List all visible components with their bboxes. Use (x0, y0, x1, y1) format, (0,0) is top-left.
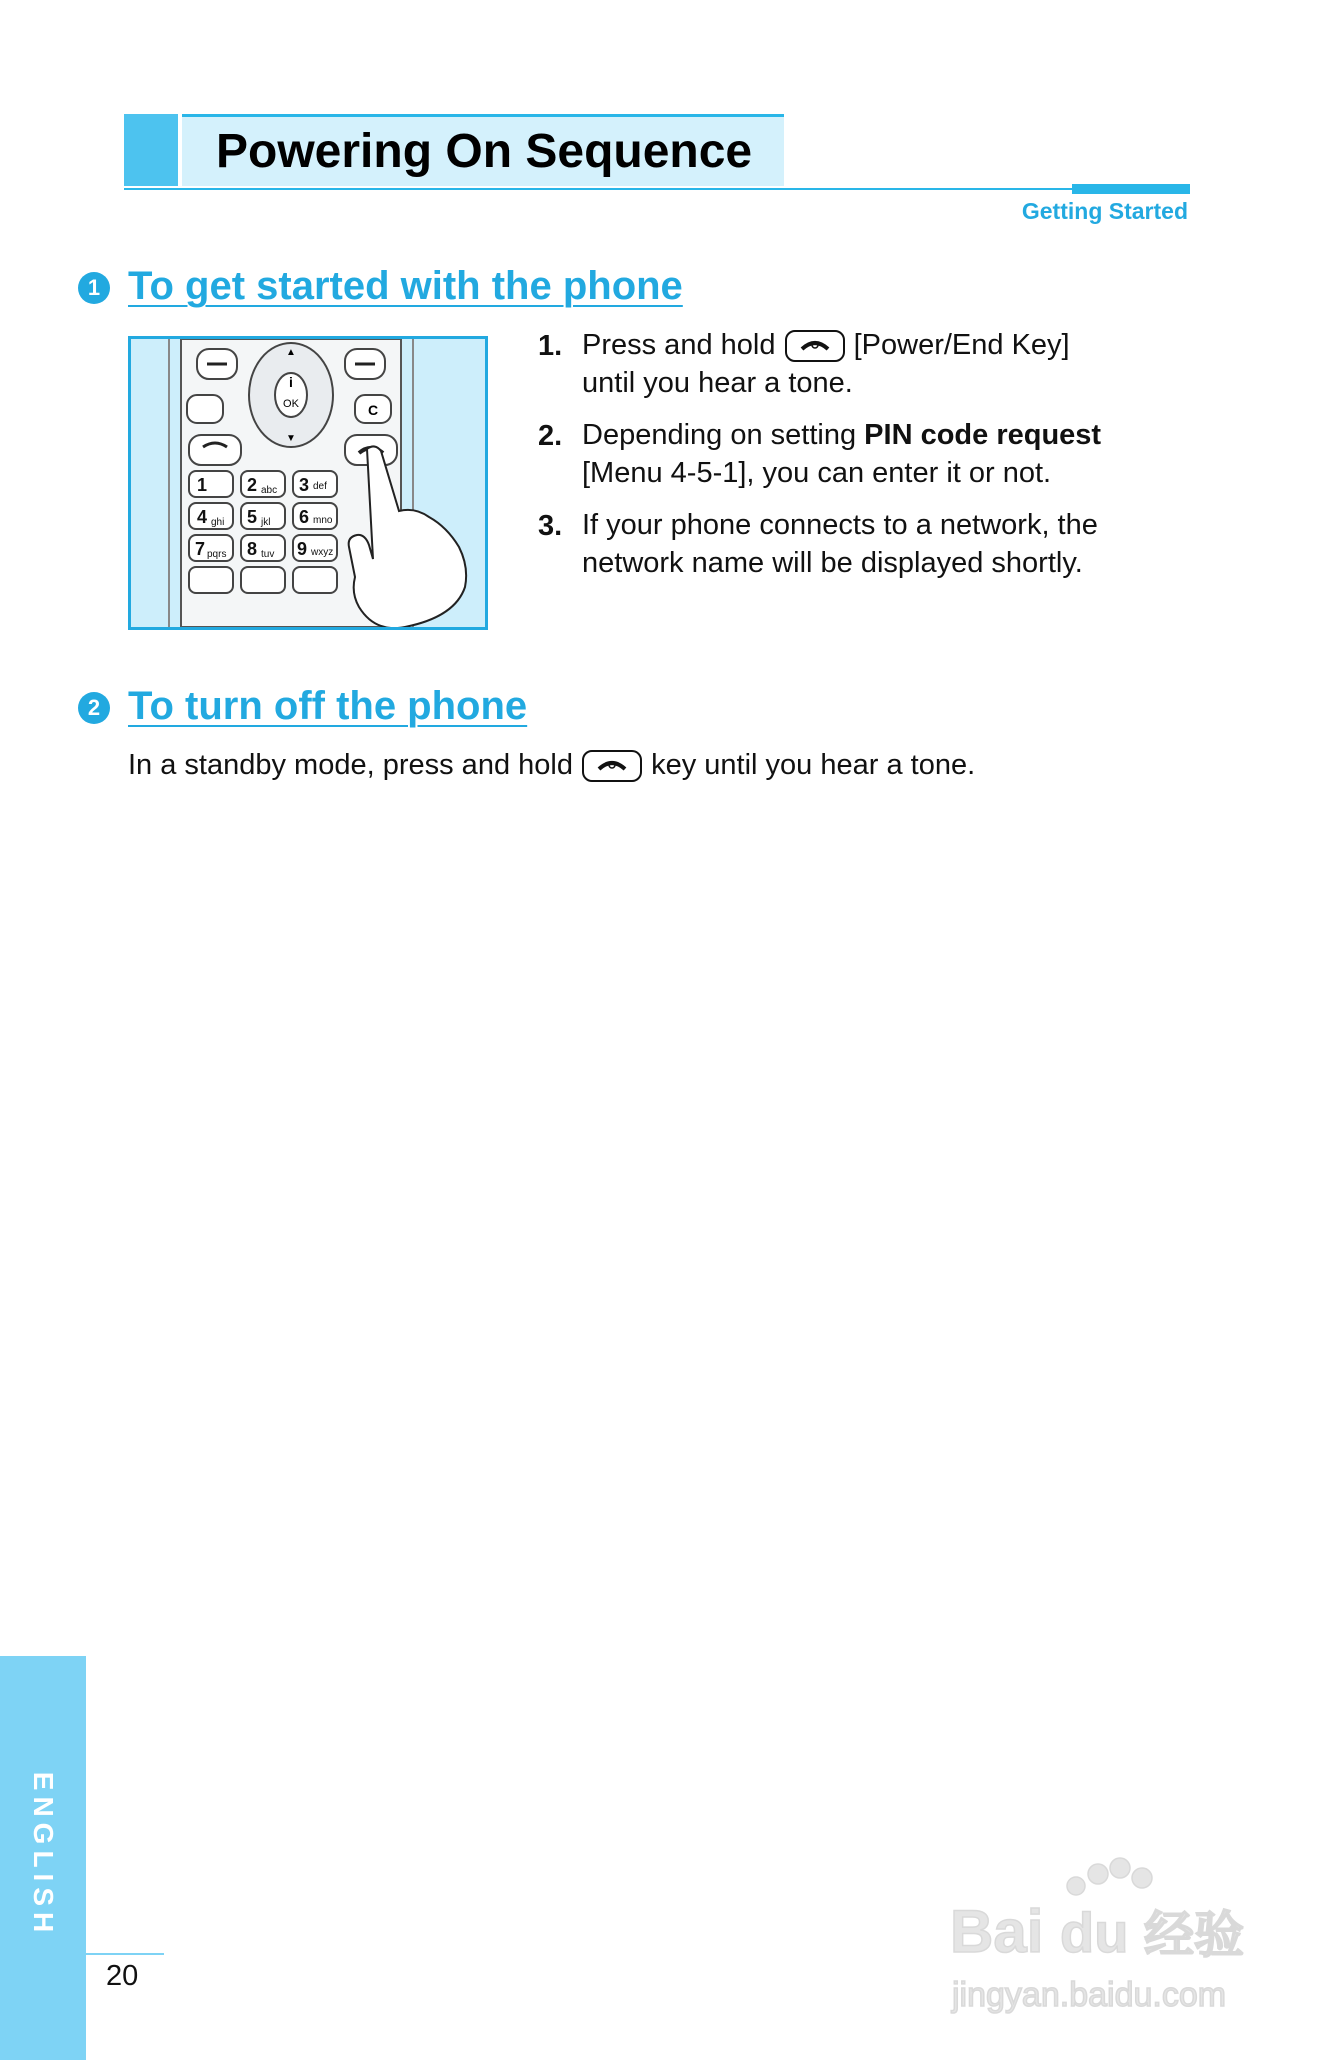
key-7: 7 (195, 539, 206, 559)
clear-key-label: C (367, 402, 379, 418)
svg-text:▼: ▼ (286, 433, 296, 444)
phone-keypad-illustration (128, 336, 488, 630)
step-number: 2. (538, 420, 563, 452)
key-9: 9 (297, 539, 308, 559)
chapter-label: Getting Started (1021, 198, 1188, 224)
step-1-text: Press and hold [Power/End Key] until you hear a tone. (582, 329, 1070, 399)
key-7-letters: pqrs (207, 549, 227, 560)
key-9-letters: wxyz (311, 547, 334, 558)
section-number-badge: 1 (78, 272, 110, 304)
key-6: 6 (299, 507, 310, 527)
svg-text:i: i (289, 374, 293, 390)
phone-keypad-image (131, 339, 485, 627)
page-number: 20 (106, 1960, 139, 1992)
language-label: ENGLISH (28, 1771, 59, 1939)
step-2-text: Depending on setting PIN code request [Menu 4-5-1], you can enter it or not. (582, 419, 1102, 489)
key-1: 1 (197, 475, 208, 495)
key-3-letters: def (313, 481, 327, 492)
key-3: 3 (299, 475, 310, 495)
key-6-letters: mno (313, 515, 333, 526)
step-3-text: If your phone connects to a network, the network name will be displayed shortly. (582, 509, 1098, 579)
page-title: Powering On Sequence (216, 125, 753, 178)
watermark-brand: Bai (950, 1898, 1044, 1965)
section-number-badge: 2 (78, 692, 110, 724)
key-2-letters: abc (261, 485, 278, 496)
header-accent-square (124, 114, 178, 186)
power-end-key-icon (784, 329, 846, 363)
step-number: 3. (538, 510, 563, 542)
pin-code-request-label: PIN code request (864, 419, 1102, 451)
key-8-letters: tuv (261, 549, 275, 560)
key-5-letters: jkl (261, 517, 271, 528)
key-4-letters: ghi (211, 517, 225, 528)
baidu-watermark (948, 1856, 1258, 2022)
ok-key-label: OK (283, 398, 299, 410)
key-5: 5 (247, 507, 258, 527)
key-8: 8 (247, 539, 258, 559)
watermark-url: jingyan.baidu.com (952, 1976, 1227, 2014)
turn-off-instruction: In a standby mode, press and hold key until you hear a tone. (128, 746, 1128, 784)
header-rule (124, 188, 1190, 190)
key-2: 2 (247, 475, 258, 495)
step-number: 1. (538, 330, 563, 362)
power-end-key-icon (581, 749, 643, 783)
watermark-brand-du: du (1060, 1901, 1129, 1964)
svg-text:▲: ▲ (286, 347, 296, 358)
watermark-cn: 经验 (1144, 1906, 1244, 1964)
header-tab-marker (1072, 184, 1190, 194)
section-heading: To get started with the phone (128, 264, 683, 308)
key-4: 4 (197, 507, 208, 527)
page-number-rule (86, 1953, 164, 1955)
section-heading: To turn off the phone (128, 684, 528, 728)
